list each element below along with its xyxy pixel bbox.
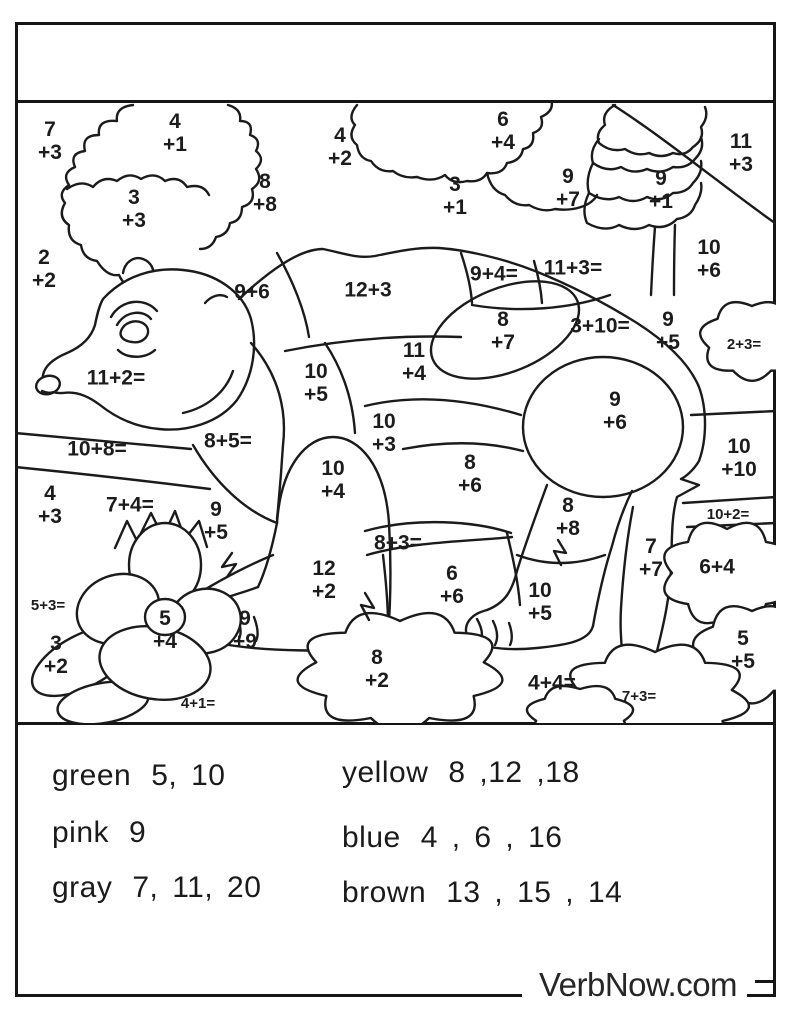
legend-item-gray bbox=[52, 871, 261, 905]
math-problem: 7 +7 bbox=[639, 535, 663, 581]
math-problem: 6+4 bbox=[699, 555, 735, 579]
legend-color-numbers: 13 , 15 , 14 bbox=[446, 876, 623, 909]
math-problem: 4 +2 bbox=[328, 124, 352, 170]
math-problem: 6 +6 bbox=[440, 562, 464, 608]
bear-back bbox=[239, 248, 705, 651]
legend-color-numbers: 4 , 6 , 16 bbox=[420, 821, 563, 854]
legend-item-brown bbox=[342, 876, 622, 910]
math-problem: 10 +5 bbox=[528, 579, 552, 625]
math-problem: 3 +2 bbox=[44, 632, 68, 678]
math-problem: 9+4= bbox=[470, 262, 518, 286]
legend-color-numbers: 7, 11, 20 bbox=[132, 871, 262, 904]
math-problem: 5+3= bbox=[30, 597, 66, 614]
math-problem: 10 +10 bbox=[721, 435, 757, 481]
math-problem: 8 +8 bbox=[556, 494, 580, 540]
math-problem: 8 +2 bbox=[365, 646, 389, 692]
math-problem: 4+4= bbox=[528, 671, 576, 695]
legend-color-name: brown bbox=[342, 876, 427, 909]
footer-corner-mark bbox=[755, 980, 773, 983]
math-problem: 7 +3 bbox=[38, 118, 62, 164]
math-problem: 11 +4 bbox=[402, 339, 426, 385]
math-problem: 11+2= bbox=[86, 366, 146, 390]
legend-color-name: pink bbox=[52, 816, 110, 849]
foreground-bush bbox=[298, 613, 503, 723]
math-problem: 12 +2 bbox=[312, 557, 336, 603]
legend-color-numbers: 9 bbox=[129, 816, 147, 849]
math-problem: 10+8= bbox=[67, 437, 127, 461]
math-problem: 9 +5 bbox=[656, 308, 680, 354]
legend-item-pink bbox=[52, 816, 146, 850]
math-problem: 8+5= bbox=[204, 429, 252, 453]
math-problem: 9 +1 bbox=[649, 167, 673, 213]
legend-color-name: yellow bbox=[342, 756, 429, 789]
math-problem: 4 +1 bbox=[163, 110, 187, 156]
legend-item-yellow bbox=[342, 756, 580, 790]
math-problem: 10 +4 bbox=[321, 457, 345, 503]
math-problem: 8 +7 bbox=[491, 308, 515, 354]
math-problem: 12+3 bbox=[344, 278, 392, 302]
math-problem: 11 +3 bbox=[729, 130, 753, 176]
bear-head bbox=[43, 269, 254, 429]
frame-bottom-right bbox=[747, 994, 776, 997]
math-problem: 9 +5 bbox=[204, 498, 228, 544]
math-problem: 4+1= bbox=[180, 695, 216, 712]
legend-color-name: green bbox=[52, 759, 132, 792]
math-problem: 3+10= bbox=[570, 314, 630, 338]
math-problem: 6 +4 bbox=[491, 108, 515, 154]
math-problem: 3 +1 bbox=[443, 173, 467, 219]
math-problem: 8 +8 bbox=[253, 170, 277, 216]
frame-bottom-left bbox=[15, 994, 522, 997]
math-problem: 2 +2 bbox=[32, 246, 56, 292]
brand-text: VerbNow.com bbox=[538, 966, 738, 1003]
math-problem: 5 +5 bbox=[731, 627, 755, 673]
math-problem: 11+3= bbox=[543, 256, 603, 280]
math-problem: 10 +3 bbox=[372, 410, 396, 456]
math-problem: 9 +7 bbox=[556, 165, 580, 211]
math-problem: 7+4= bbox=[106, 493, 154, 517]
math-problem: 2+3= bbox=[726, 336, 762, 353]
math-problem: 10 +6 bbox=[697, 236, 721, 282]
math-problem: 8 +6 bbox=[458, 451, 482, 497]
frame-top bbox=[15, 22, 776, 25]
legend-color-name: gray bbox=[52, 871, 113, 904]
math-problem: 4 +3 bbox=[38, 482, 62, 528]
math-problem: 9+6 bbox=[234, 280, 270, 304]
legend-color-name: blue bbox=[342, 821, 401, 854]
legend-color-numbers: 8 ,12 ,18 bbox=[448, 756, 580, 789]
math-problem: 9 +9 bbox=[233, 607, 257, 653]
math-problem: 9 +6 bbox=[603, 388, 627, 434]
math-problem: 3 +3 bbox=[122, 186, 146, 232]
bear-eye bbox=[121, 321, 148, 342]
math-problem: 7+3= bbox=[621, 688, 657, 705]
legend-color-numbers: 5, 10 bbox=[151, 759, 226, 792]
math-problem: 8+3= bbox=[374, 531, 422, 555]
legend-item-blue bbox=[342, 821, 562, 855]
math-problem: 10 +5 bbox=[304, 360, 328, 406]
math-problem: 10+2= bbox=[706, 506, 750, 523]
math-problem: 5 +4 bbox=[153, 607, 177, 653]
name-box bbox=[15, 22, 776, 103]
legend-item-green bbox=[52, 759, 225, 793]
